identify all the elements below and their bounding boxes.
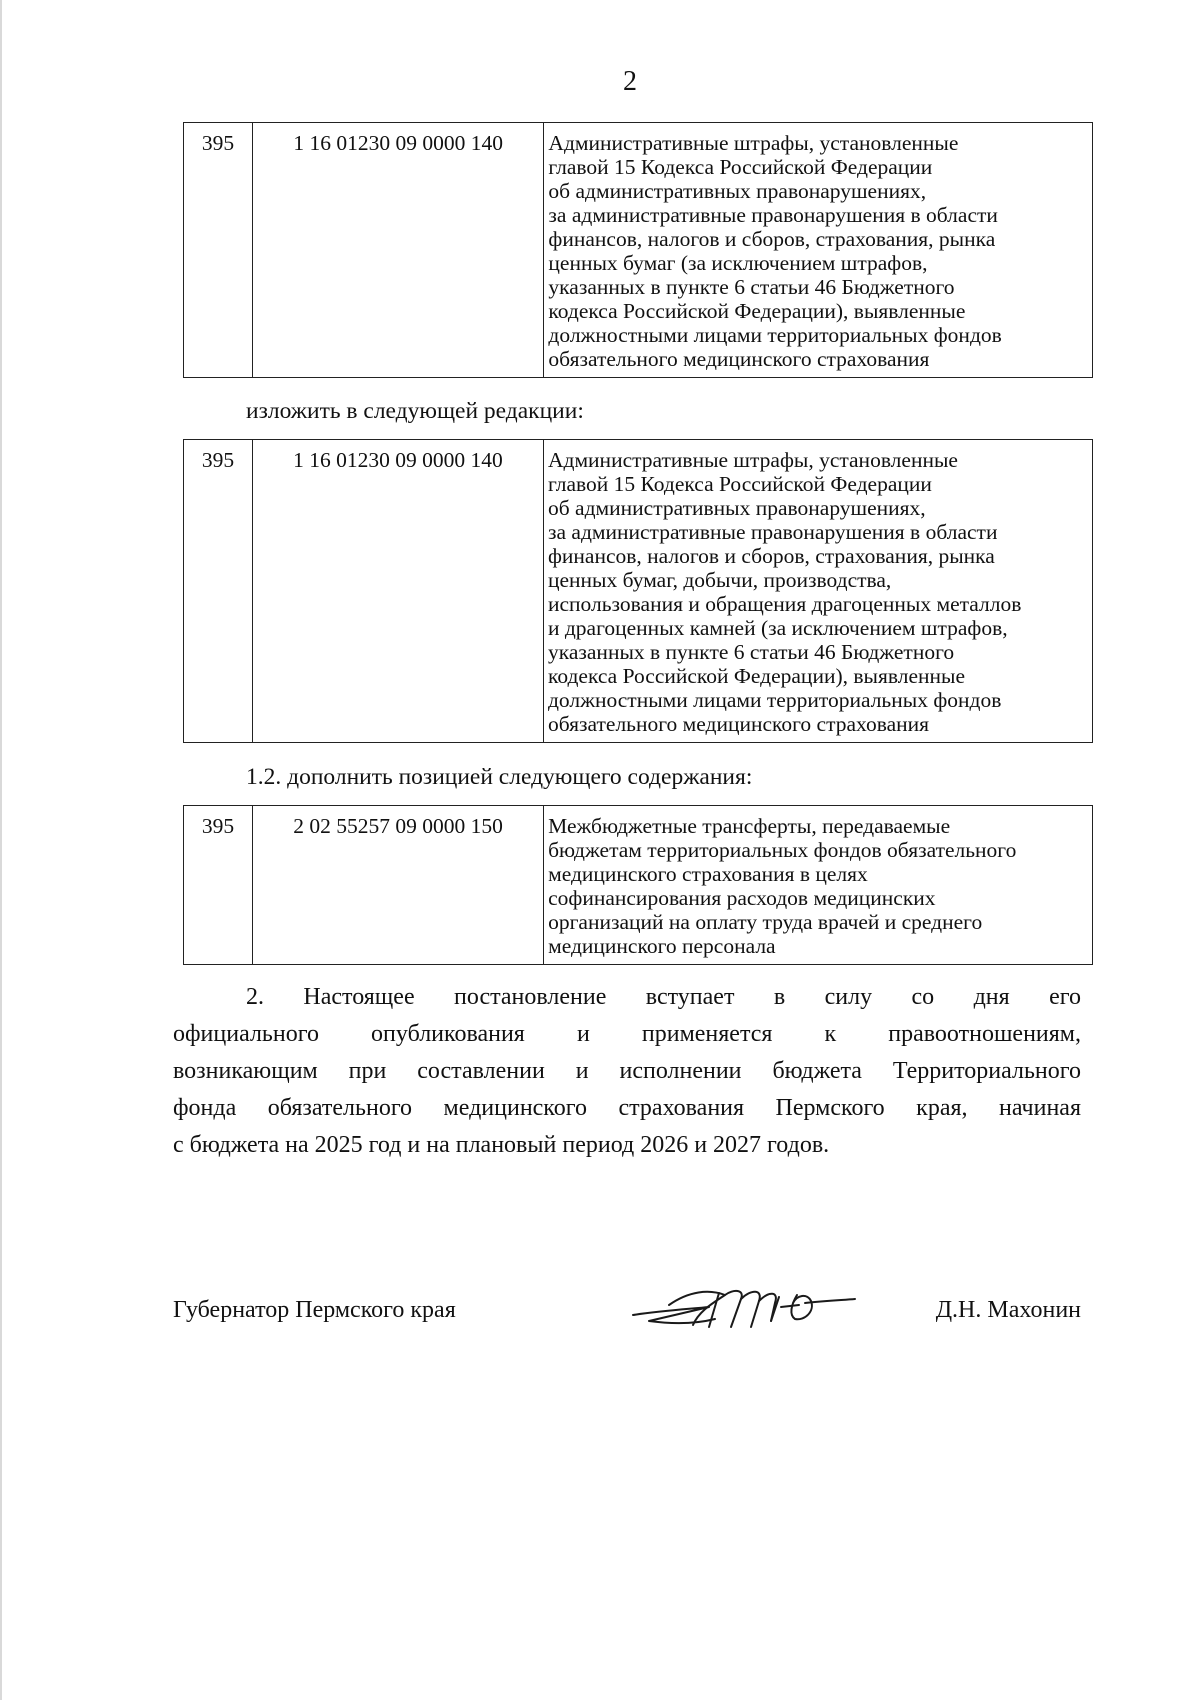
page-edge [0, 0, 2, 1700]
description-line: обязательного медицинского страхования [547, 712, 930, 736]
description-line: и драгоценных камней (за исключением штрафов, [547, 616, 1008, 640]
description-line: использования и обращения драгоценных металлов [547, 592, 1022, 616]
description-line: главой 15 Кодекса Российской Федерации [547, 472, 932, 496]
budget-table-addition [183, 805, 1093, 965]
description-line: медицинского страхования в целях [548, 862, 868, 886]
description-line: ценных бумаг (за исключением штрафов, [548, 251, 928, 275]
description-line: медицинского персонала [548, 934, 776, 958]
table-row [184, 806, 1093, 965]
handwritten-signature [629, 1281, 859, 1341]
paragraph-line: 2. Настоящее постановление вступает в силу со дня его [246, 984, 1081, 1010]
page-number: 2 [623, 66, 637, 97]
description-line: софинансирования расходов медицинских [548, 886, 936, 910]
budget-table-new [183, 439, 1093, 743]
admin-code-cell: 395 [184, 806, 253, 965]
budget-table-old [183, 122, 1093, 378]
description-cell [544, 123, 1093, 378]
kbk-code-cell: 1 16 01230 09 0000 140 [252, 440, 543, 743]
paragraph-line: возникающим при составлении и исполнении бюджета Территориального [173, 1058, 1081, 1084]
description-line: кодекса Российской Федерации), выявленные [547, 664, 965, 688]
description-line: Административные штрафы, установленные [548, 131, 959, 155]
signatory-name: Д.Н. Махонин [935, 1297, 1081, 1323]
signatory-title: Губернатор Пермского края [173, 1297, 456, 1323]
description-line: за административные правонарушения в области [547, 520, 998, 544]
paragraph-effective-date [173, 979, 1081, 1164]
description-line: обязательного медицинского страхования [548, 347, 930, 371]
paragraph-line: с бюджета на 2025 год и на плановый период 2026 и 2027 годов. [173, 1132, 830, 1158]
description-line: указанных в пункте 6 статьи 46 Бюджетного [547, 640, 955, 664]
description-line: финансов, налогов и сборов, страхования, рынка [548, 227, 996, 251]
intro-text-addition: 1.2. дополнить позицией следующего содержания: [246, 764, 753, 790]
description-line: кодекса Российской Федерации), выявленные [548, 299, 966, 323]
paragraph-line: официального опубликования и применяется к правоотношениям, [173, 1021, 1081, 1047]
description-line: об административных правонарушениях, [547, 496, 926, 520]
description-line: ценных бумаг, добычи, производства, [547, 568, 892, 592]
description-line: об административных правонарушениях, [548, 179, 927, 203]
kbk-code-cell: 1 16 01230 09 0000 140 [253, 123, 544, 378]
signature-block [173, 1295, 1081, 1345]
description-line: должностными лицами территориальных фондов [548, 323, 1002, 347]
admin-code-cell: 395 [184, 123, 253, 378]
description-cell [544, 806, 1093, 965]
table-row [184, 123, 1093, 378]
paragraph-line: фонда обязательного медицинского страхования Пермского края, начиная [173, 1095, 1081, 1121]
description-line: должностными лицами территориальных фондов [547, 688, 1002, 712]
description-cell [543, 440, 1092, 743]
table-row [184, 440, 1093, 743]
intro-text-edition: изложить в следующей редакции: [246, 398, 584, 424]
description-line: Межбюджетные трансферты, передаваемые [548, 814, 951, 838]
admin-code-cell: 395 [184, 440, 253, 743]
description-line: главой 15 Кодекса Российской Федерации [548, 155, 933, 179]
description-line: бюджетам территориальных фондов обязательного [548, 838, 1017, 862]
description-line: указанных в пункте 6 статьи 46 Бюджетного [548, 275, 955, 299]
description-line: за административные правонарушения в области [548, 203, 998, 227]
description-line: организаций на оплату труда врачей и среднего [548, 910, 983, 934]
kbk-code-cell: 2 02 55257 09 0000 150 [252, 806, 543, 965]
description-line: финансов, налогов и сборов, страхования, рынка [547, 544, 995, 568]
description-line: Административные штрафы, установленные [547, 448, 958, 472]
